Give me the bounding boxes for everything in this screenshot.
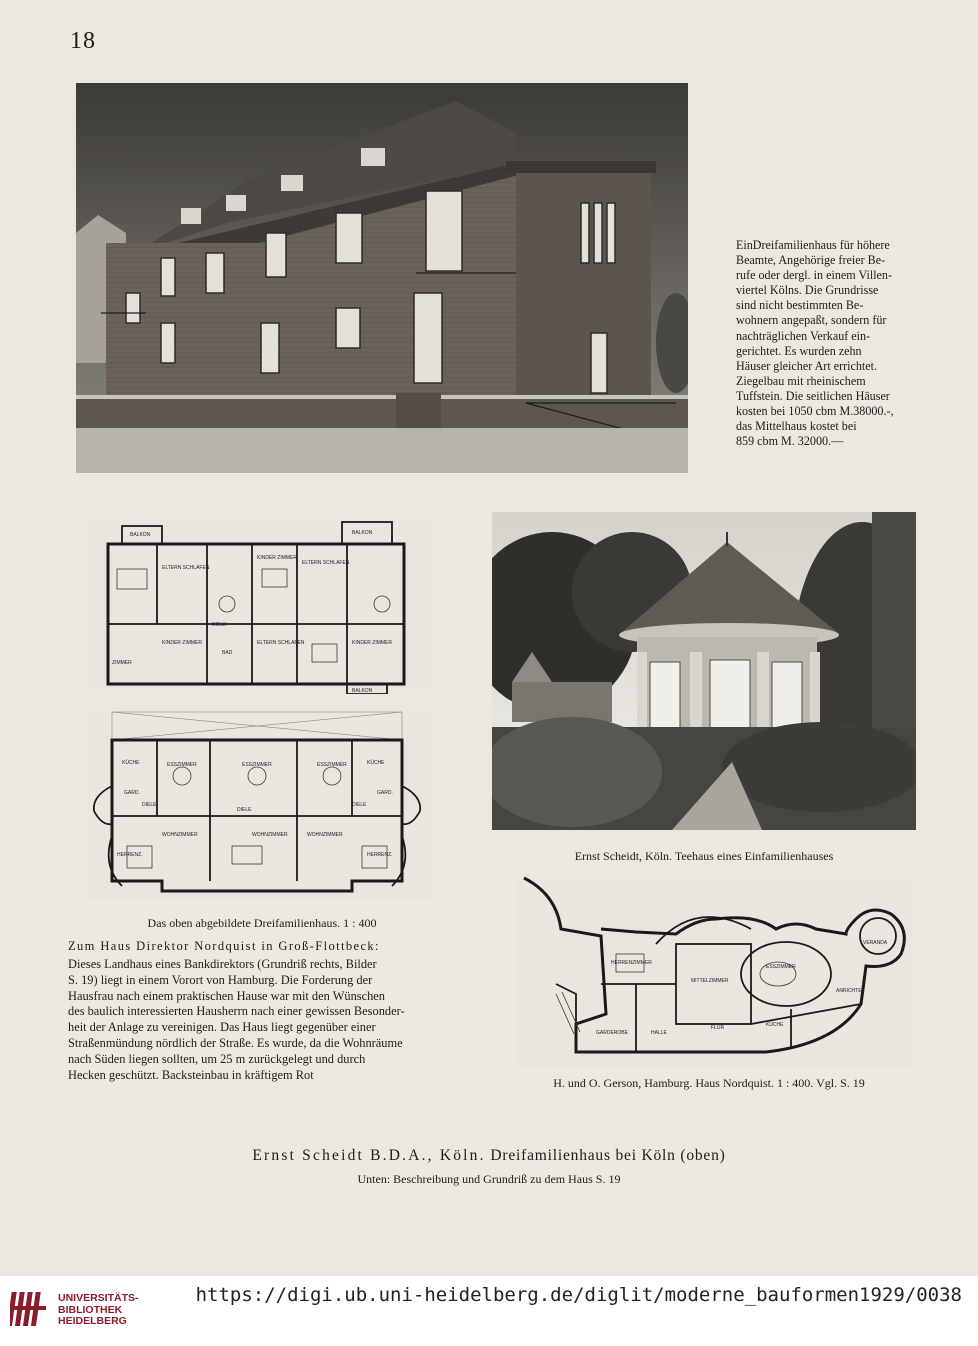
library-name-line: UNIVERSITÄTS- xyxy=(58,1292,139,1304)
side-line: sind nicht bestimmten Be- xyxy=(736,298,864,313)
nordquist-line: Hecken geschützt. Backsteinbau in kräftigem Rot xyxy=(68,1067,314,1082)
plan-label: BALKON xyxy=(352,688,373,694)
page-number: 18 xyxy=(70,28,96,54)
side-description xyxy=(736,238,912,449)
plan-label: FLUR xyxy=(711,1025,725,1031)
plan-label: MITTELZIMMER xyxy=(691,978,729,984)
plan-label: WOHNZIMMER xyxy=(162,832,198,838)
main-caption-architect: Ernst Scheidt B.D.A., Köln. xyxy=(252,1147,486,1164)
plan-caption: Das oben abgebildete Dreifamilienhaus. 1 : 400 xyxy=(147,916,377,930)
main-caption-title: Dreifamilienhaus bei Köln (oben) xyxy=(490,1147,726,1164)
teahouse-photo xyxy=(492,512,916,830)
nordquist-line: Straßenmündung nördlich der Straße. Es wurde, da die Wohnräume xyxy=(68,1035,403,1050)
plan-label: ELTERN SCHLAFEN xyxy=(257,640,305,646)
plan-label: WOHNZIMMER xyxy=(252,832,288,838)
plan-label: ANRICHTE xyxy=(836,988,862,994)
house-photo xyxy=(76,83,688,473)
side-line: Ziegelbau mit rheinischem xyxy=(736,373,866,388)
nordquist-line: des baulich interessierten Hausherrn nach einer gewissen Besonder- xyxy=(68,1004,405,1019)
plan-label: ELTERN SCHLAFEN xyxy=(302,560,350,566)
nordquist-line: nach Süden liegen sollten, um 25 m zurückgelegt und durch xyxy=(68,1051,366,1066)
plan-label: HERRENZIMMER xyxy=(611,960,652,966)
plan-label: DIELE xyxy=(352,802,367,808)
nordquist-line: S. 19) liegt in einem Vorort von Hamburg. Die Forderung der xyxy=(68,972,373,987)
plan-label: BALKON xyxy=(130,532,151,538)
plan-label: KÜCHE xyxy=(367,760,385,766)
nordquist-line: heit der Anlage zu vereinigen. Das Haus liegt gegenüber einer xyxy=(68,1020,376,1035)
floor-plan-upper xyxy=(82,514,434,694)
plan-label: DIELE xyxy=(142,802,157,808)
side-line: wohnern angepaßt, sondern für xyxy=(736,313,887,328)
plan-label: ESSZIMMER xyxy=(242,762,272,768)
plan-label: ELTERN SCHLAFEN xyxy=(162,565,210,571)
plan-label: KÜCHE xyxy=(122,760,140,766)
side-line: kosten bei 1050 cbm M.38000.-, xyxy=(736,404,894,419)
plan-label: VERANDA xyxy=(863,940,888,946)
side-line: 859 cbm M. 32000.— xyxy=(736,434,844,449)
nordquist-description xyxy=(68,957,456,1083)
library-name-line: BIBLIOTHEK xyxy=(58,1303,123,1316)
side-line: das Mittelhaus kostet bei xyxy=(736,419,857,434)
side-line: Häuser gleicher Art errichtet. xyxy=(736,358,878,373)
nordquist-heading: Zum Haus Direktor Nordquist in Groß-Flottbeck: xyxy=(68,939,380,953)
floor-plan-nordquist xyxy=(516,874,918,1068)
floor-plan-lower xyxy=(82,706,434,900)
teahouse-caption: Ernst Scheidt, Köln. Teehaus eines Einfamilienhauses xyxy=(574,849,834,863)
nordquist-line: Dieses Landhaus eines Bankdirektors (Grundriß rechts, Bilder xyxy=(68,957,377,971)
side-line: viertel Kölns. Die Grundrisse xyxy=(736,283,879,298)
plan-label: GARD. xyxy=(124,790,140,796)
side-line: gerichtet. Es wurden zehn xyxy=(736,343,862,358)
library-name[interactable] xyxy=(58,1293,139,1328)
main-caption xyxy=(0,1147,978,1165)
plan-label: DIELE xyxy=(212,622,227,628)
plan-label: KÜCHE xyxy=(766,1022,784,1028)
library-logo-icon[interactable] xyxy=(10,1290,48,1328)
plan-label: BALKON xyxy=(352,530,373,536)
plan-label: ESSZIMMER xyxy=(766,964,796,970)
side-line: Beamte, Angehörige freier Be- xyxy=(736,253,886,268)
nordquist-caption: H. und O. Gerson, Hamburg. Haus Nordquist. 1 : 400. Vgl. S. 19 xyxy=(553,1076,865,1090)
side-line: Tuffstein. Die seitlichen Häuser xyxy=(736,388,890,403)
plan-label: HALLE xyxy=(651,1030,667,1036)
plan-label: BAD xyxy=(222,650,233,656)
source-url-link[interactable]: https://digi.ub.uni-heidelberg.de/diglit/moderne_bauformen1929/0038 xyxy=(195,1284,962,1306)
plan-label: DIELE xyxy=(237,807,252,813)
plan-label: KINDER ZIMMER xyxy=(352,640,392,646)
plan-label: ZIMMER xyxy=(112,660,132,666)
side-line: rufe oder dergl. in einem Villen- xyxy=(736,268,892,283)
plan-label: WOHNZIMMER xyxy=(307,832,343,838)
plan-label: ESSZIMMER xyxy=(317,762,347,768)
plan-label: KINDER ZIMMER xyxy=(257,555,297,561)
plan-label: HERRENZ. xyxy=(367,852,393,858)
side-line: nachträglichen Verkauf ein- xyxy=(736,328,871,343)
plan-label: ESSZIMMER xyxy=(167,762,197,768)
side-line: EinDreifamilienhaus für höhere xyxy=(736,238,890,252)
nordquist-line: Hausfrau nach einem praktischen Hause war mit den Wünschen xyxy=(68,988,385,1003)
plan-label: HERRENZ. xyxy=(117,852,143,858)
plan-label: GARD. xyxy=(377,790,393,796)
library-name-line: HEIDELBERG xyxy=(58,1315,127,1328)
plan-label: GARDEROBE xyxy=(596,1030,628,1036)
plan-label: KINDER ZIMMER xyxy=(162,640,202,646)
sub-caption: Unten: Beschreibung und Grundriß zu dem Haus S. 19 xyxy=(357,1172,621,1186)
